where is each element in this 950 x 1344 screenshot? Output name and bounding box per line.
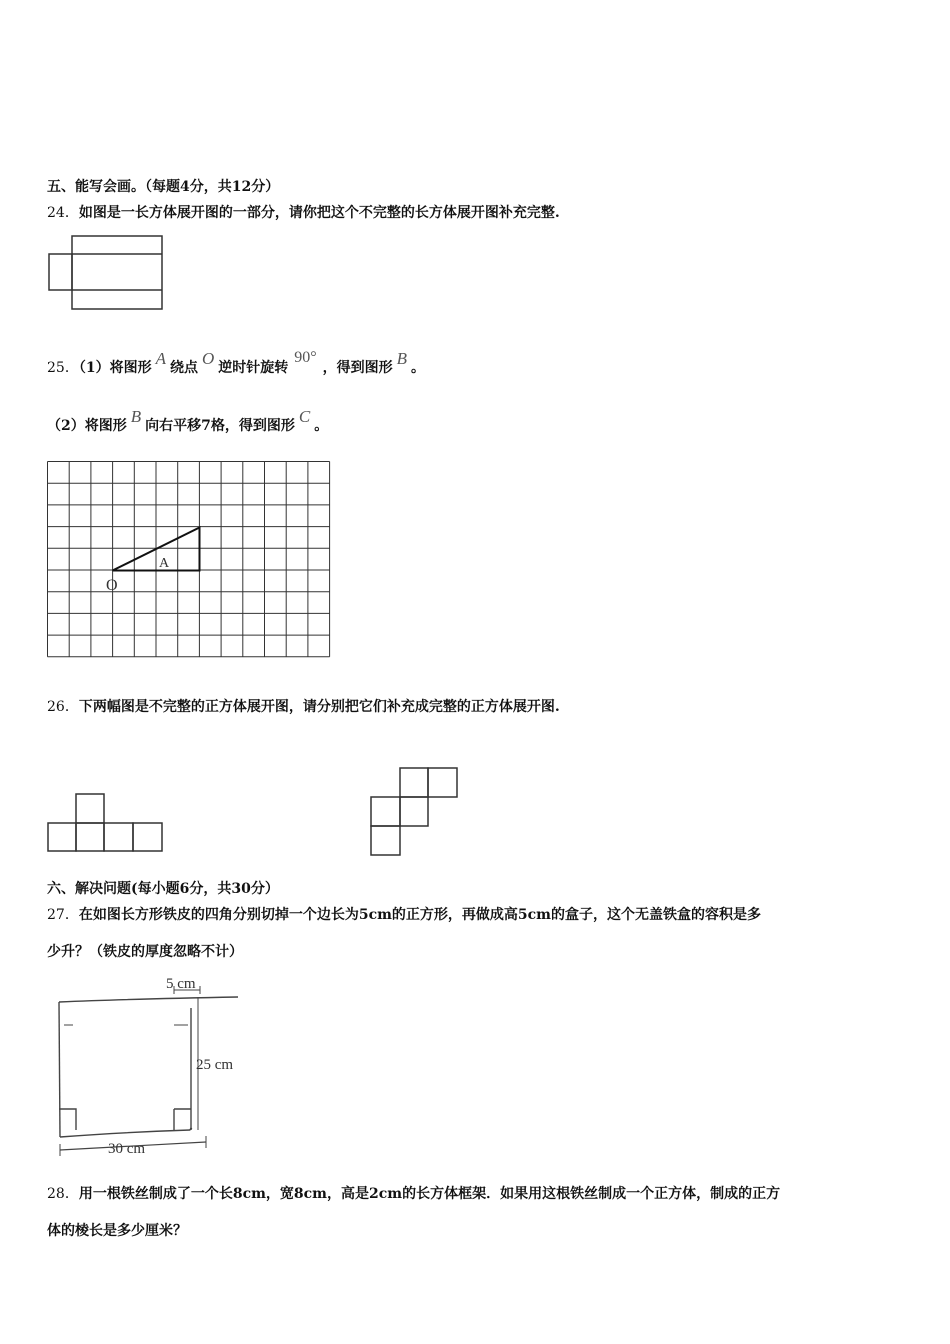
question-28-line-2: 体的棱长是多少厘米？ (47, 1223, 187, 1239)
net-square (371, 797, 400, 826)
height-label: 25 cm (196, 1057, 234, 1073)
question-text: 如图是一长方体展开图的一部分，请你把这个不完整的长方体展开图补充完整. (78, 205, 560, 221)
question-text: 下两幅图是不完整的正方体展开图，请分别把它们补充成完整的正方体展开图. (78, 699, 560, 715)
net-square (371, 826, 400, 855)
shape-b-symbol: B (130, 407, 142, 426)
net-square (133, 823, 162, 851)
q25-p2-move: 向右平移7格，得到图形 (145, 418, 295, 434)
net-square (428, 768, 457, 797)
net-square (48, 823, 76, 851)
corner-cut-bottom-left (59, 1109, 76, 1130)
shape-a-symbol: A (155, 349, 166, 368)
triangle-a-label: A (159, 556, 170, 571)
q25-p2-prefix: （2）将图形 (47, 418, 127, 434)
q25-p1-rotate: 逆时针旋转 (218, 360, 289, 376)
sheet-top-edge (59, 997, 238, 1002)
net-square (400, 797, 428, 826)
q24-net-figure (48, 235, 166, 311)
question-25-part-1 (47, 349, 426, 377)
q25-grid-figure (47, 461, 331, 661)
net-square (76, 823, 104, 851)
net-outer-rect (72, 236, 162, 309)
point-o-symbol: O (201, 349, 215, 368)
section-6-title: 六、解决问题(每小题6分，共30分） (47, 881, 279, 897)
question-number: 24． (47, 205, 79, 221)
q26-cube-net-right (370, 767, 460, 859)
question-number: 28． (47, 1186, 79, 1202)
angle-symbol: 90° (294, 349, 317, 366)
question-27-line-2: 少升？（铁皮的厚度忽略不计） (47, 944, 243, 960)
question-number: 26． (47, 699, 79, 715)
question-26 (47, 696, 560, 716)
question-27-line-1 (47, 904, 761, 924)
q26-cube-net-left (47, 793, 165, 853)
sheet-bottom-edge (60, 1130, 190, 1137)
point-o-label: O (106, 577, 118, 594)
q25-p1-end: 。 (411, 360, 426, 376)
question-text: 用一根铁丝制成了一个长8cm，宽8cm，高是2cm的长方体框架．如果用这根铁丝制成一个正方体，制成的正方 (78, 1186, 781, 1202)
q25-p2-end: 。 (314, 418, 329, 434)
q25-p1-prefix: （1）将图形 (78, 360, 152, 376)
net-square (104, 823, 133, 851)
shape-c-symbol: C (298, 407, 311, 426)
question-text: 在如图长方形铁皮的四角分别切掉一个边长为5cm的正方形，再做成高5cm的盒子，这个无盖铁盒的容积是多 (78, 907, 761, 923)
net-side-face (49, 254, 72, 290)
question-number: 27． (47, 907, 79, 923)
sheet-left-edge (59, 1002, 60, 1137)
section-5-title: 五、能写会画。（每题4分，共12分） (47, 179, 280, 195)
shape-b-symbol: B (396, 349, 408, 368)
question-number: 25． (47, 360, 79, 376)
q27-sheet-figure (48, 972, 248, 1162)
width-label: 30 cm (108, 1141, 146, 1157)
q25-p1-result: ，得到图形 (322, 360, 393, 376)
q25-p1-around: 绕点 (169, 360, 198, 376)
net-square (76, 794, 104, 823)
question-24 (47, 202, 560, 222)
question-28-line-1 (47, 1183, 780, 1203)
corner-size-label: 5 cm (166, 976, 196, 992)
net-square (400, 768, 428, 797)
question-25-part-2 (47, 407, 329, 435)
